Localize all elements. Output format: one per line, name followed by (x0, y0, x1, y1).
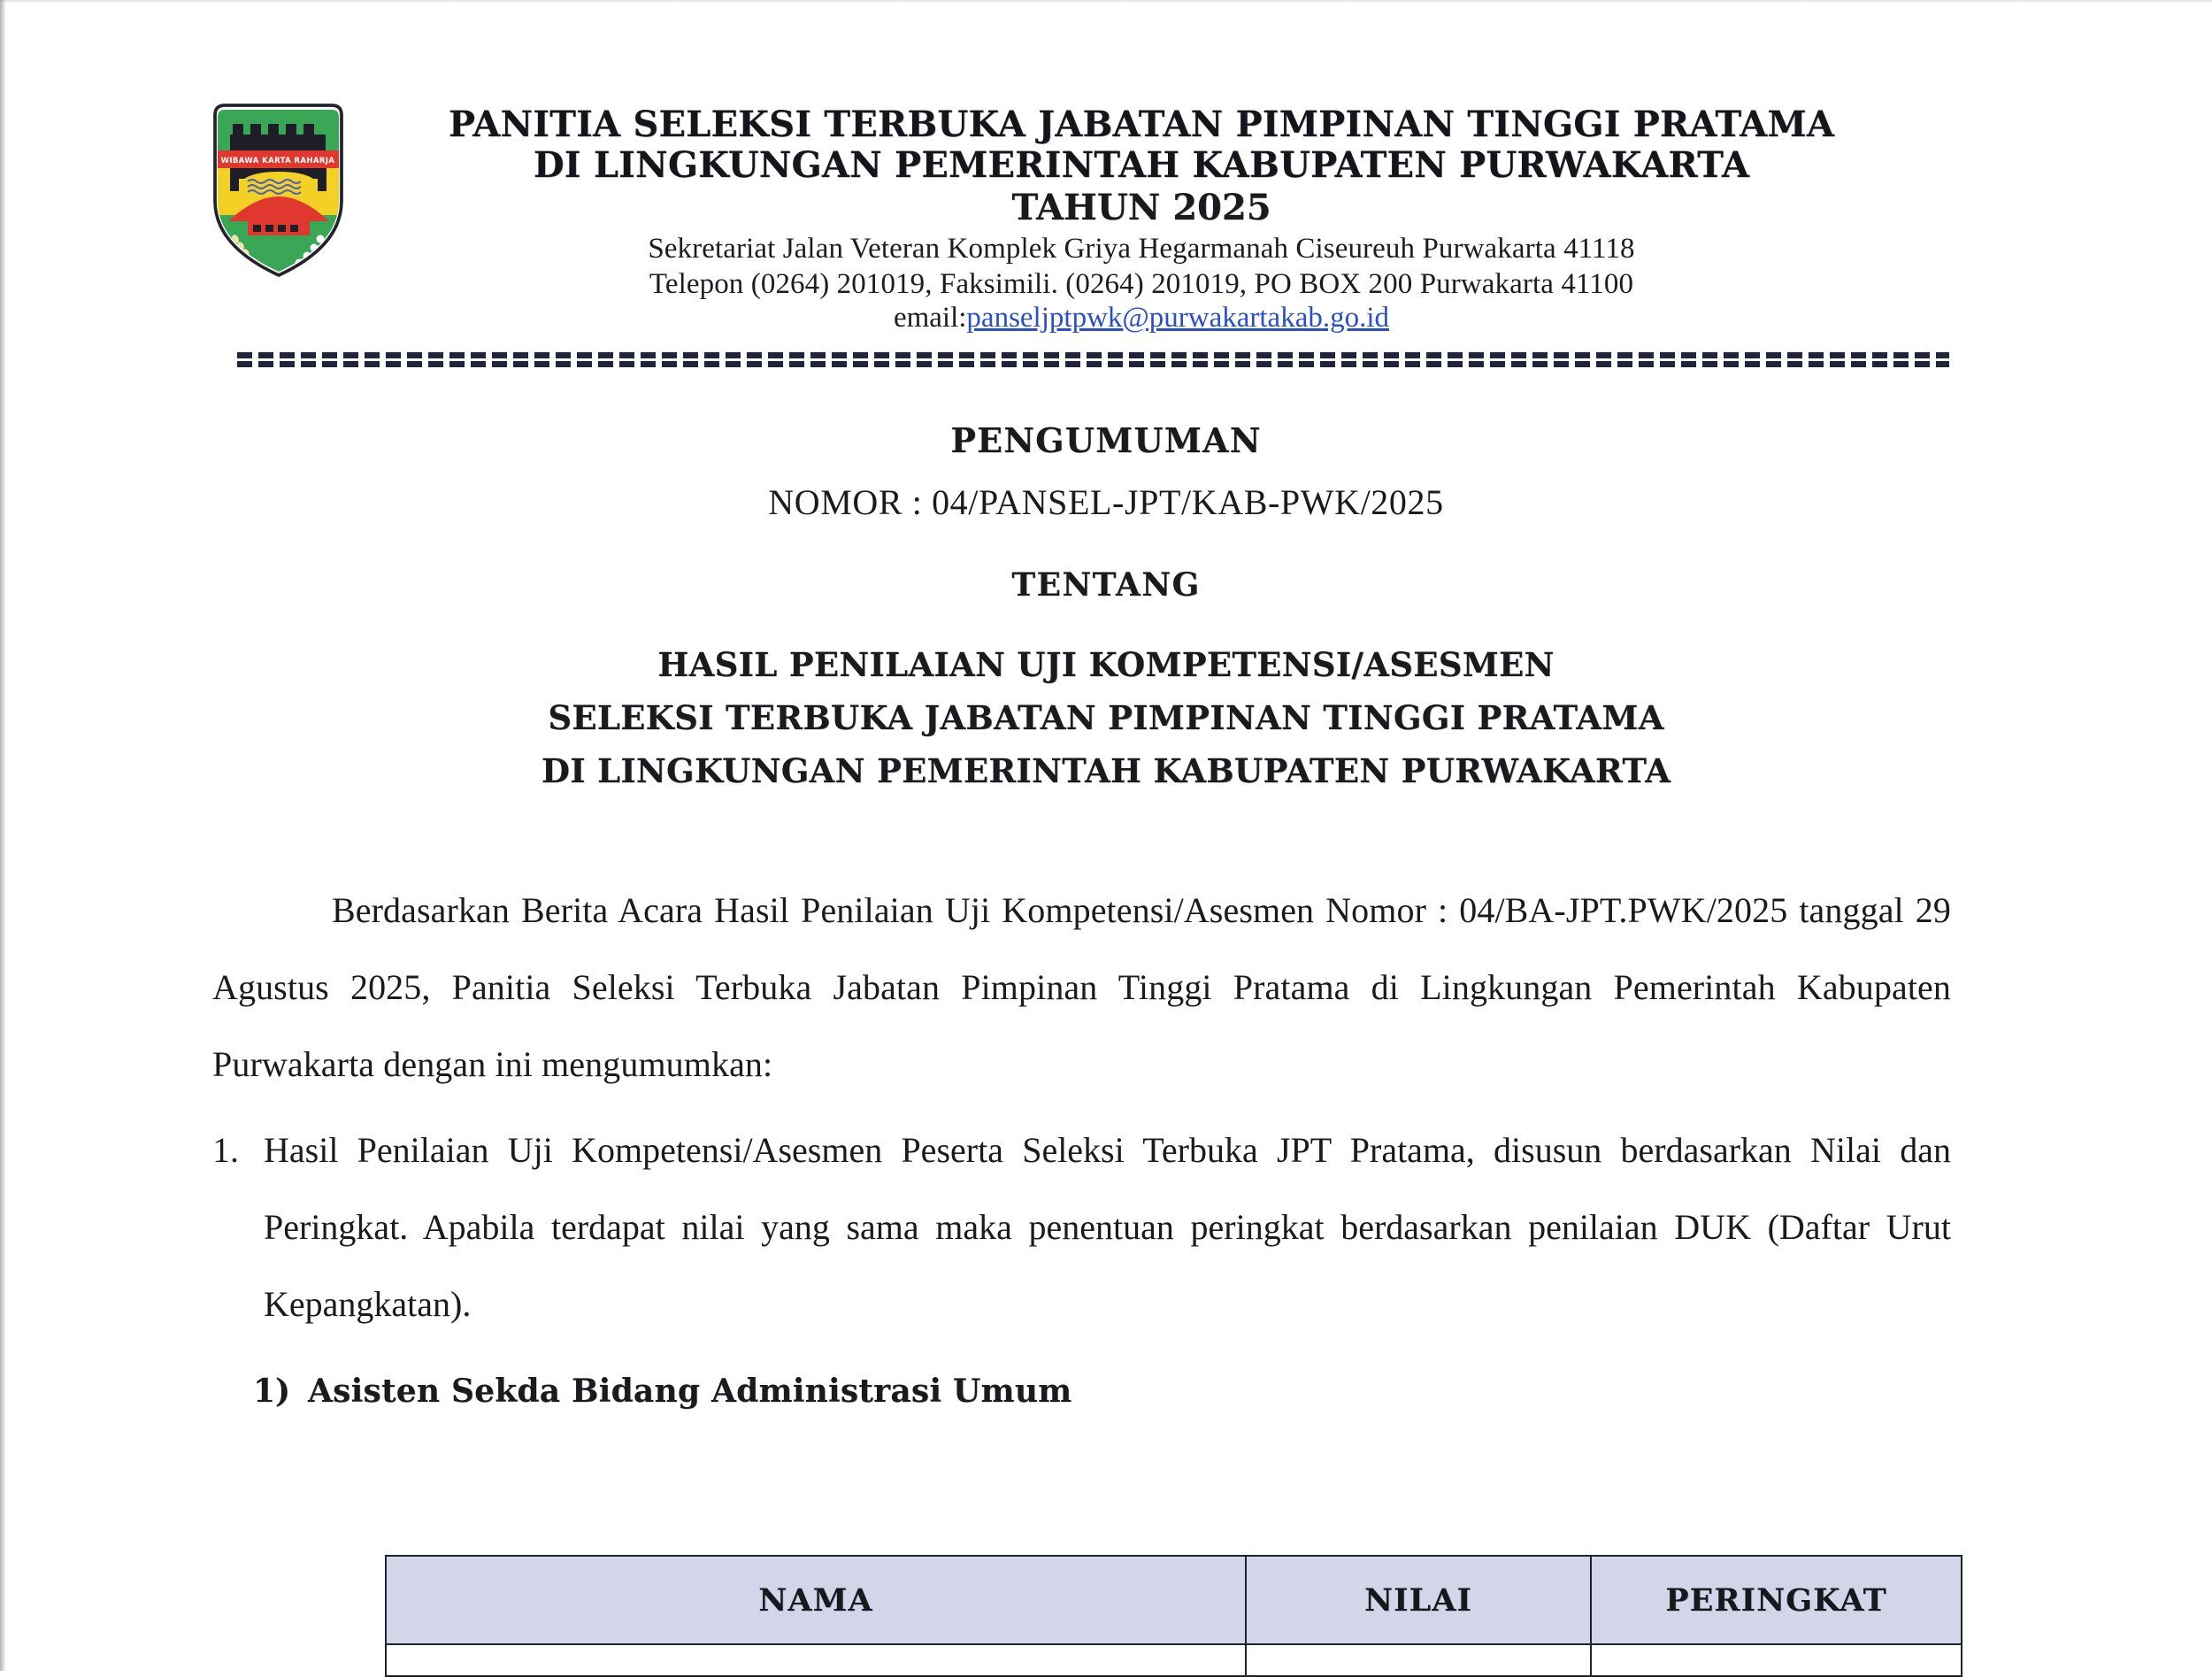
cell-nama (386, 1644, 1246, 1676)
email-address-link[interactable]: panseljptpwk@purwakartakab.go.id (966, 301, 1390, 334)
letterhead-year: TAHUN 2025 (1011, 187, 1271, 229)
results-table-body (386, 1644, 1962, 1676)
announcement-heading-block (0, 420, 2212, 523)
table-header-row (386, 1556, 1962, 1644)
subsection-label: Asisten Sekda Bidang Administrasi Umum (308, 1373, 1072, 1410)
letterhead-title-line-1: PANITIA SELEKSI TERBUKA JABATAN PIMPINAN TINGGI PRATAMA (448, 104, 1835, 145)
column-header-nilai: NILAI (1246, 1556, 1591, 1644)
table-row (386, 1644, 1962, 1676)
opening-paragraph: Berdasarkan Berita Acara Hasil Penilaian Uji Kompetensi/Asesmen Nomor : 04/BA-JPT.PWK/2025 tanggal 29 Agustus 2025, Panitia Seleksi Terbuka Jabatan Pimpinan Tinggi Pratama di Lingkungan Pemerintah Kabupaten Purwakarta dengan ini mengumumkan: (212, 890, 1951, 1084)
scan-edge-top (0, 0, 2212, 4)
email-label: email: (893, 301, 967, 334)
announcement-about-label: TENTANG (1011, 566, 1201, 604)
subsection-marker: 1) (253, 1373, 291, 1410)
cell-peringkat (1591, 1644, 1962, 1676)
announcement-number: NOMOR : 04/PANSEL-JPT/KAB-PWK/2025 (768, 482, 1444, 522)
column-header-peringkat: PERINGKAT (1591, 1556, 1962, 1644)
subject-line-3: DI LINGKUNGAN PEMERINTAH KABUPATEN PURWAKARTA (541, 750, 1671, 790)
numbered-list (212, 1112, 1951, 1342)
subsection-heading (253, 1373, 1951, 1410)
list-item-text: Hasil Penilaian Uji Kompetensi/Asesmen Peserta Seleksi Terbuka JPT Pratama, disusun berdasarkan Nilai dan Peringkat. Apabila terdapat nilai yang sama maka penentuan peringkat berdasarkan penilaian DUK (Daftar Urut Kepangkatan). (264, 1130, 1951, 1324)
list-item-marker: 1. (212, 1130, 239, 1170)
cell-nilai (1246, 1644, 1591, 1676)
scan-edge-left (0, 0, 6, 1671)
document-body (212, 872, 1951, 1410)
announcement-subject-block (0, 639, 2212, 798)
results-table-head (386, 1556, 1962, 1644)
letterhead-title-line-2: DI LINGKUNGAN PEMERINTAH KABUPATEN PURWAKARTA (533, 143, 1750, 186)
dashed-rule-row-top (237, 352, 1949, 358)
letterhead-email-line (283, 302, 2000, 335)
svg-text:WIBAWA KARTA RAHARJA: WIBAWA KARTA RAHARJA (220, 157, 335, 165)
letterhead-address-line-1: Sekretariat Jalan Veteran Komplek Griya Hegarmanah Ciseureuh Purwakarta 41118 (648, 232, 1635, 265)
list-item (212, 1112, 1951, 1342)
letterhead-text-block (283, 104, 2000, 335)
dashed-rule-row-bottom (237, 361, 1949, 367)
results-table (385, 1555, 1962, 1677)
subject-line-2: SELEKSI TERBUKA JABATAN PIMPINAN TINGGI PRATAMA (548, 697, 1664, 737)
letterhead-double-dashed-rule (237, 352, 1949, 370)
letterhead-address-line-2: Telepon (0264) 201019, Faksimili. (0264) 201019, PO BOX 200 Purwakarta 41100 (649, 268, 1634, 301)
subject-line-1: HASIL PENILAIAN UJI KOMPETENSI/ASESMEN (657, 645, 1555, 684)
announcement-heading: PENGUMUMAN (950, 420, 1262, 460)
column-header-nama: NAMA (386, 1556, 1246, 1644)
